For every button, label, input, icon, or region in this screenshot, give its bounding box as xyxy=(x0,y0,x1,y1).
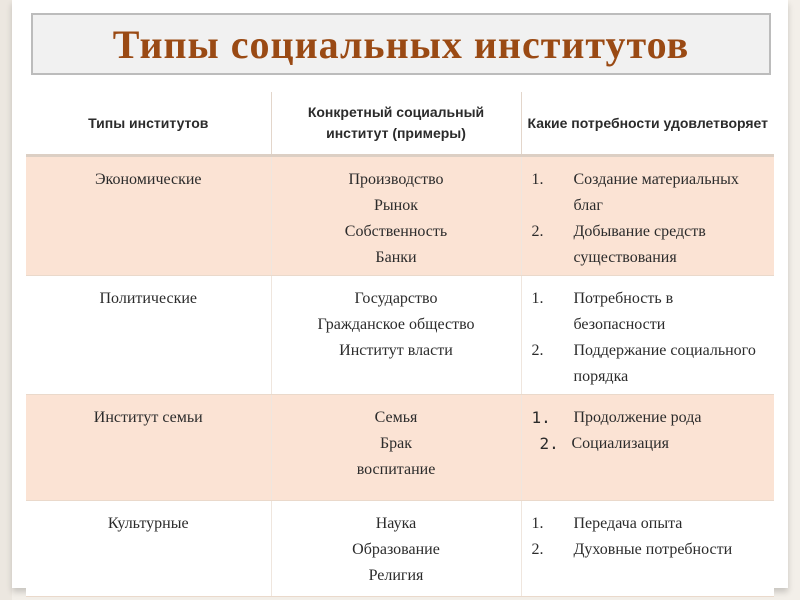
need-text: Духовные потребности xyxy=(573,541,733,558)
cell-type: Культурные xyxy=(26,501,271,597)
cell-type: Политические xyxy=(26,276,271,395)
example-item: Образование xyxy=(352,541,440,558)
example-item: Собственность xyxy=(344,223,448,240)
cell-type: Экономические xyxy=(26,156,271,276)
cell-examples xyxy=(271,276,521,395)
example-item: Брак xyxy=(379,435,413,452)
example-item: Банки xyxy=(375,249,417,266)
example-item: Семья xyxy=(374,409,418,426)
need-number: 1. xyxy=(531,290,544,307)
need-text: Создание материальных благ xyxy=(573,171,739,214)
table-row-economic xyxy=(26,156,774,276)
need-text: Потребность в безопасности xyxy=(573,290,674,333)
example-item: Наука xyxy=(375,515,417,532)
need-number: 2. xyxy=(539,434,559,453)
need-number: 2. xyxy=(531,223,544,240)
slide-edge-stripe xyxy=(0,0,12,600)
cell-needs xyxy=(521,395,774,501)
cell-examples xyxy=(271,156,521,276)
need-item xyxy=(528,338,769,390)
needs-list xyxy=(528,167,769,271)
example-item: Религия xyxy=(368,567,424,584)
need-item xyxy=(528,167,769,219)
page-title: Типы социальных институтов xyxy=(112,21,690,67)
need-item xyxy=(528,286,769,338)
header-examples: Конкретный социальный институт (примеры) xyxy=(271,92,521,156)
cell-needs xyxy=(521,501,774,597)
need-text: Поддержание социального порядка xyxy=(573,342,756,385)
table-row-cultural xyxy=(26,501,774,597)
need-text: Передача опыта xyxy=(573,515,683,532)
need-item xyxy=(528,431,769,457)
need-number: 1. xyxy=(531,515,544,532)
example-item: Рынок xyxy=(374,197,418,214)
table-header-row xyxy=(26,92,774,156)
institutions-table xyxy=(26,92,774,597)
need-number: 1. xyxy=(531,171,544,188)
example-item: Государство xyxy=(354,290,438,307)
needs-list xyxy=(528,286,769,390)
cell-needs xyxy=(521,156,774,276)
need-item xyxy=(528,405,769,431)
need-number: 2. xyxy=(531,342,544,359)
cell-type: Институт семьи xyxy=(26,395,271,501)
need-number: 1. xyxy=(531,408,551,427)
example-item: Институт власти xyxy=(339,342,453,359)
need-item xyxy=(528,537,769,563)
cell-examples xyxy=(271,501,521,597)
needs-list xyxy=(528,511,769,563)
need-number: 2. xyxy=(531,541,544,558)
need-text: Продолжение рода xyxy=(573,409,702,426)
title-box xyxy=(31,13,771,75)
cell-examples xyxy=(271,395,521,501)
header-needs: Какие потребности удовлетворяет xyxy=(521,92,774,156)
example-item: Гражданское общество xyxy=(317,316,475,333)
cell-needs xyxy=(521,276,774,395)
header-types: Типы институтов xyxy=(26,92,271,156)
table-row-political xyxy=(26,276,774,395)
table-row-family xyxy=(26,395,774,501)
need-item xyxy=(528,511,769,537)
needs-list xyxy=(528,405,769,457)
example-item: воспитание xyxy=(356,461,436,478)
need-text: Социализация xyxy=(571,435,669,452)
example-item: Производство xyxy=(348,171,444,188)
need-item xyxy=(528,219,769,271)
need-text: Добывание средств существования xyxy=(573,223,706,266)
